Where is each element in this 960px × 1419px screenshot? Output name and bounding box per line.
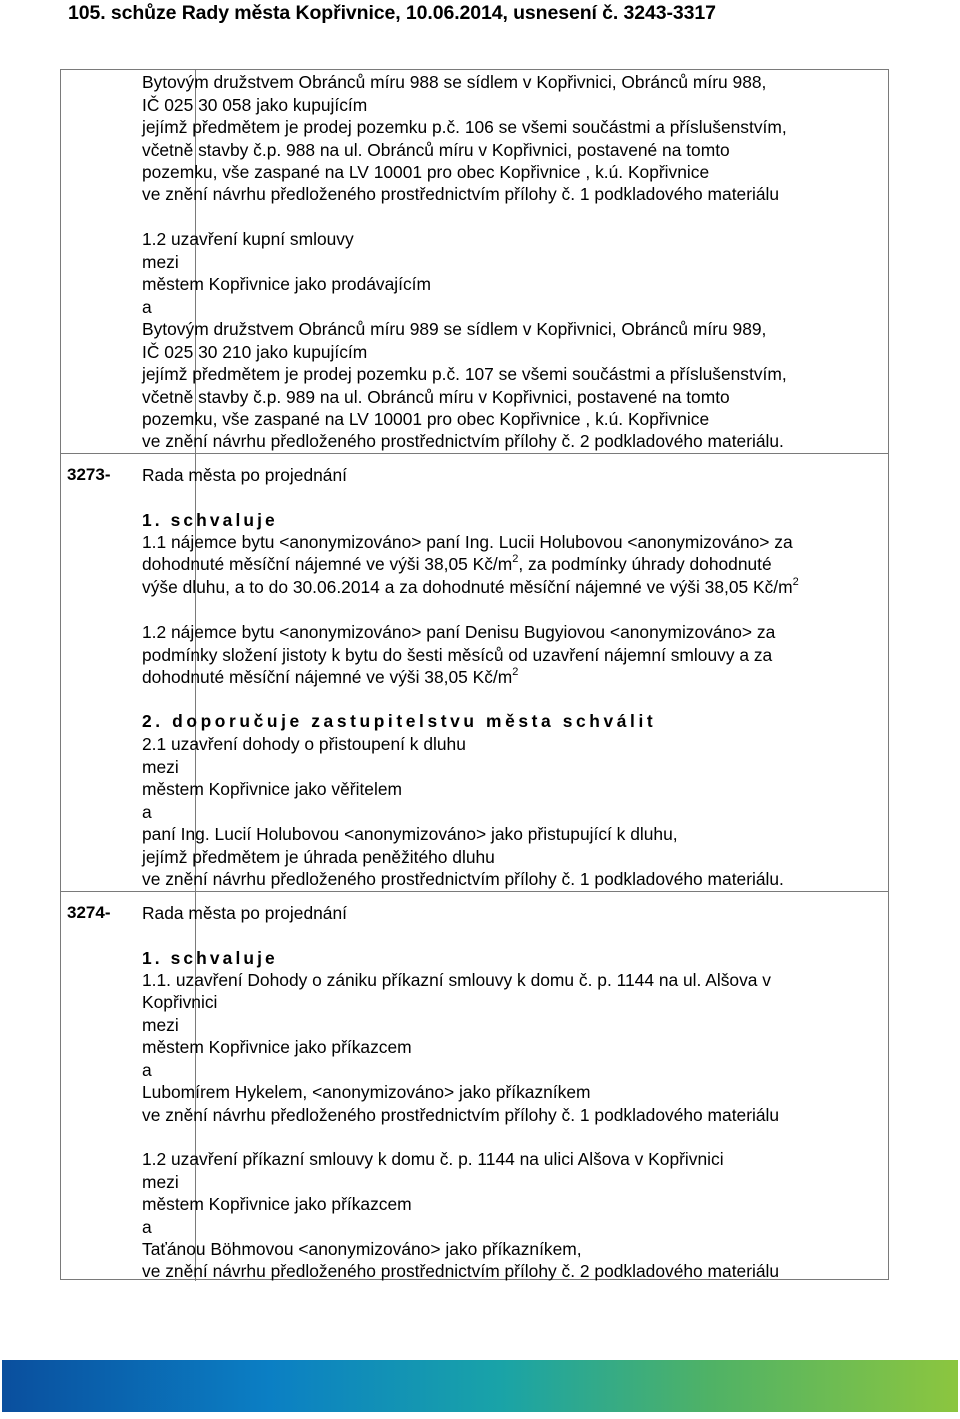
text-part: dohodnuté měsíční nájemné ve výši 38,05 Kč/m (142, 554, 513, 574)
text-line: 1.2 nájemce bytu <anonymizováno> paní Denisu Bugyiovou <anonymizováno> za (142, 622, 776, 642)
superscript: 2 (512, 553, 519, 566)
resolution-number: 3273- (67, 465, 111, 484)
text-line: ve znění návrhu předloženého prostřednictvím přílohy č. 1 podkladového materiálu. (142, 869, 784, 889)
text-line: IČ 025 30 058 jako kupujícím (142, 95, 368, 115)
text-line: IČ 025 30 210 jako kupujícím (142, 342, 368, 362)
text-line: a (142, 1060, 152, 1080)
text-line: ve znění návrhu předloženého prostřednictvím přílohy č. 1 podkladového materiálu (142, 1105, 780, 1125)
text-line: pozemku, vše zaspané na LV 10001 pro obec Kopřivnice , k.ú. Kopřivnice (142, 162, 710, 182)
resolution-table (60, 69, 889, 1280)
text-line: podmínky složení jistoty k bytu do šesti měsíců od uzavření nájemní smlouvy a za (142, 645, 773, 665)
text-line: Bytovým družstvem Obránců míru 989 se sídlem v Kopřivnici, Obránců míru 989, (142, 319, 767, 339)
row-separator (61, 453, 888, 454)
text-line: Bytovým družstvem Obránců míru 988 se sídlem v Kopřivnici, Obránců míru 988, (142, 72, 767, 92)
resolution-intro: Rada města po projednání (142, 903, 347, 923)
resolution-number: 3274- (67, 903, 111, 922)
text-line (142, 553, 772, 575)
text-line: Lubomírem Hykelem, <anonymizováno> jako příkazníkem (142, 1082, 591, 1102)
superscript: 2 (792, 576, 799, 589)
text-line: ve znění návrhu předloženého prostřednictvím přílohy č. 2 podkladového materiálu. (142, 431, 784, 451)
text-line: včetně stavby č.p. 988 na ul. Obránců míru v Kopřivnici, postavené na tomto (142, 140, 730, 160)
text-line: jejímž předmětem je prodej pozemku p.č. 106 se všemi součástmi a příslušenstvím, (142, 117, 787, 137)
superscript: 2 (512, 666, 519, 679)
resolution-intro: Rada města po projednání (142, 465, 347, 485)
text-line (142, 576, 799, 598)
text-part: , za podmínky úhrady dohodnuté (518, 554, 772, 574)
text-line (142, 666, 518, 688)
text-line: městem Kopřivnice jako příkazcem (142, 1037, 412, 1057)
text-line: Taťánou Böhmovou <anonymizováno> jako příkazníkem, (142, 1239, 582, 1259)
text-line: jejímž předmětem je prodej pozemku p.č. 107 se všemi součástmi a příslušenstvím, (142, 364, 787, 384)
text-line: mezi (142, 1172, 179, 1192)
text-line: městem Kopřivnice jako prodávajícím (142, 274, 431, 294)
text-line: včetně stavby č.p. 989 na ul. Obránců míru v Kopřivnici, postavené na tomto (142, 387, 730, 407)
text-line: mezi (142, 757, 179, 777)
row-separator (61, 891, 888, 892)
text-line: 1.2 uzavření kupní smlouvy (142, 229, 354, 249)
text-part: dohodnuté měsíční nájemné ve výši 38,05 Kč/m (142, 667, 513, 687)
footer-gradient-bar (2, 1360, 958, 1412)
text-line: mezi (142, 1015, 179, 1035)
resolution-heading: 1. schvaluje (142, 510, 278, 530)
text-line: 2.1 uzavření dohody o přistoupení k dluhu (142, 734, 466, 754)
resolution-heading: 2. doporučuje zastupitelstvu města schválit (142, 711, 657, 731)
text-line: a (142, 1217, 152, 1237)
text-line: Kopřivnici (142, 992, 218, 1012)
text-line: 1.1 nájemce bytu <anonymizováno> paní Ing. Lucii Holubovou <anonymizováno> za (142, 532, 793, 552)
text-line: a (142, 802, 152, 822)
text-line: a (142, 297, 152, 317)
text-line: městem Kopřivnice jako věřitelem (142, 779, 402, 799)
text-line: jejímž předmětem je úhrada peněžitého dluhu (142, 847, 495, 867)
text-line: 1.2 uzavření příkazní smlouvy k domu č. p. 1144 na ulici Alšova v Kopřivnici (142, 1149, 724, 1169)
text-line: ve znění návrhu předloženého prostřednictvím přílohy č. 1 podkladového materiálu (142, 184, 780, 204)
text-line: mezi (142, 252, 179, 272)
text-line: městem Kopřivnice jako příkazcem (142, 1194, 412, 1214)
page-header: 105. schůze Rady města Kopřivnice, 10.06.2014, usnesení č. 3243-3317 (68, 2, 716, 24)
text-line: paní Ing. Lucií Holubovou <anonymizováno> jako přistupující k dluhu, (142, 824, 678, 844)
text-part: výše dluhu, a to do 30.06.2014 a za dohodnuté měsíční nájemné ve výši 38,05 Kč/m (142, 577, 793, 597)
text-line: ve znění návrhu předloženého prostřednictvím přílohy č. 2 podkladového materiálu (142, 1261, 780, 1281)
text-line: pozemku, vše zaspané na LV 10001 pro obec Kopřivnice , k.ú. Kopřivnice (142, 409, 710, 429)
resolution-heading: 1. schvaluje (142, 948, 278, 968)
text-line: 1.1. uzavření Dohody o zániku příkazní smlouvy k domu č. p. 1144 na ul. Alšova v (142, 970, 771, 990)
